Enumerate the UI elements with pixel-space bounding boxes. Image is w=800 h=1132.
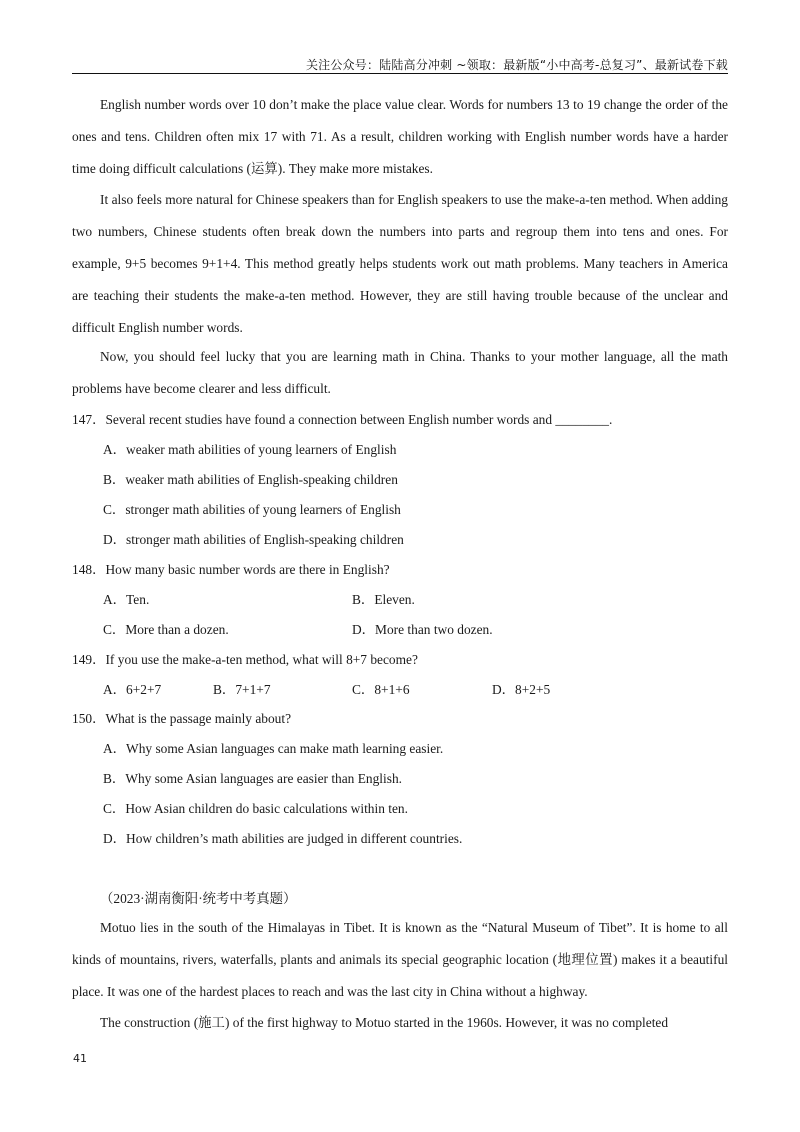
passage2-source: （2023·湖南衡阳·统考中考真题） xyxy=(100,891,297,906)
question-148-stem: 148．How many basic number words are there in English? xyxy=(72,562,390,577)
question-150-option-c: C．How Asian children do basic calculations within ten. xyxy=(103,801,408,816)
question-149-option-a: A．6+2+7 xyxy=(103,682,162,697)
header-divider xyxy=(72,73,728,74)
passage1-paragraph-3: Now, you should feel lucky that you are learning math in China. Thanks to your mother language, all the math problems have become clearer and less difficult. xyxy=(72,349,728,396)
question-148-option-b: B．Eleven. xyxy=(352,592,415,607)
page-header: 关注公众号：陆陆高分冲刺 ~领取：最新版“小中高考-总复习”、最新试卷下载 xyxy=(305,58,728,72)
question-150-option-d: D．How children’s math abilities are judged in different countries. xyxy=(103,831,463,846)
question-150-option-b: B．Why some Asian languages are easier than English. xyxy=(103,771,402,786)
question-147-option-c: C．stronger math abilities of young learners of English xyxy=(103,502,401,517)
question-150-stem: 150．What is the passage mainly about? xyxy=(72,711,292,726)
page-number: 41 xyxy=(73,1052,87,1065)
question-147-option-a: A．weaker math abilities of young learners of English xyxy=(103,442,397,457)
question-149-stem: 149．If you use the make-a-ten method, what will 8+7 become? xyxy=(72,652,418,667)
question-147-option-d: D．stronger math abilities of English-speaking children xyxy=(103,532,404,547)
question-147-option-b: B．weaker math abilities of English-speaking children xyxy=(103,472,398,487)
question-150-option-a: A．Why some Asian languages can make math learning easier. xyxy=(103,741,444,756)
passage1-paragraph-2: It also feels more natural for Chinese speakers than for English speakers to use the make-a-ten method. When adding two numbers, Chinese students often break down the numbers into parts and regroup them into tens and ones. For example, 9+5 becomes 9+1+4. This method greatly helps students work out math problems. Many teachers in America are teaching their students the make-a-ten method. However, they are still having trouble because of the unclear and difficult English number words. xyxy=(72,192,728,335)
passage1-paragraph-1: English number words over 10 don’t make the place value clear. Words for numbers 13 to 19 change the order of the ones and tens. Children often mix 17 with 71. As a result, children working with English number words have a harder time doing difficult calculations (运算). They make more mistakes. xyxy=(72,97,728,176)
passage2-paragraph-1: Motuo lies in the south of the Himalayas in Tibet. It is known as the “Natural Museum of Tibet”. It is home to all kinds of mountains, rivers, waterfalls, plants and animals its special geographic location (地理位置) makes it a beautiful place. It was one of the hardest places to reach and was the last city in China without a highway. xyxy=(72,920,728,999)
question-149-option-c: C．8+1+6 xyxy=(352,682,410,697)
question-149-option-b: B．7+1+7 xyxy=(213,682,271,697)
passage2-paragraph-2: The construction (施工) of the first highway to Motuo started in the 1960s. However, it was no completed xyxy=(100,1015,669,1030)
question-148-option-d: D．More than two dozen. xyxy=(352,622,493,637)
question-148-option-a: A．Ten. xyxy=(103,592,150,607)
question-148-option-c: C．More than a dozen. xyxy=(103,622,229,637)
question-147-stem: 147．Several recent studies have found a connection between English number words and ________. xyxy=(72,412,613,427)
question-149-option-d: D．8+2+5 xyxy=(492,682,551,697)
